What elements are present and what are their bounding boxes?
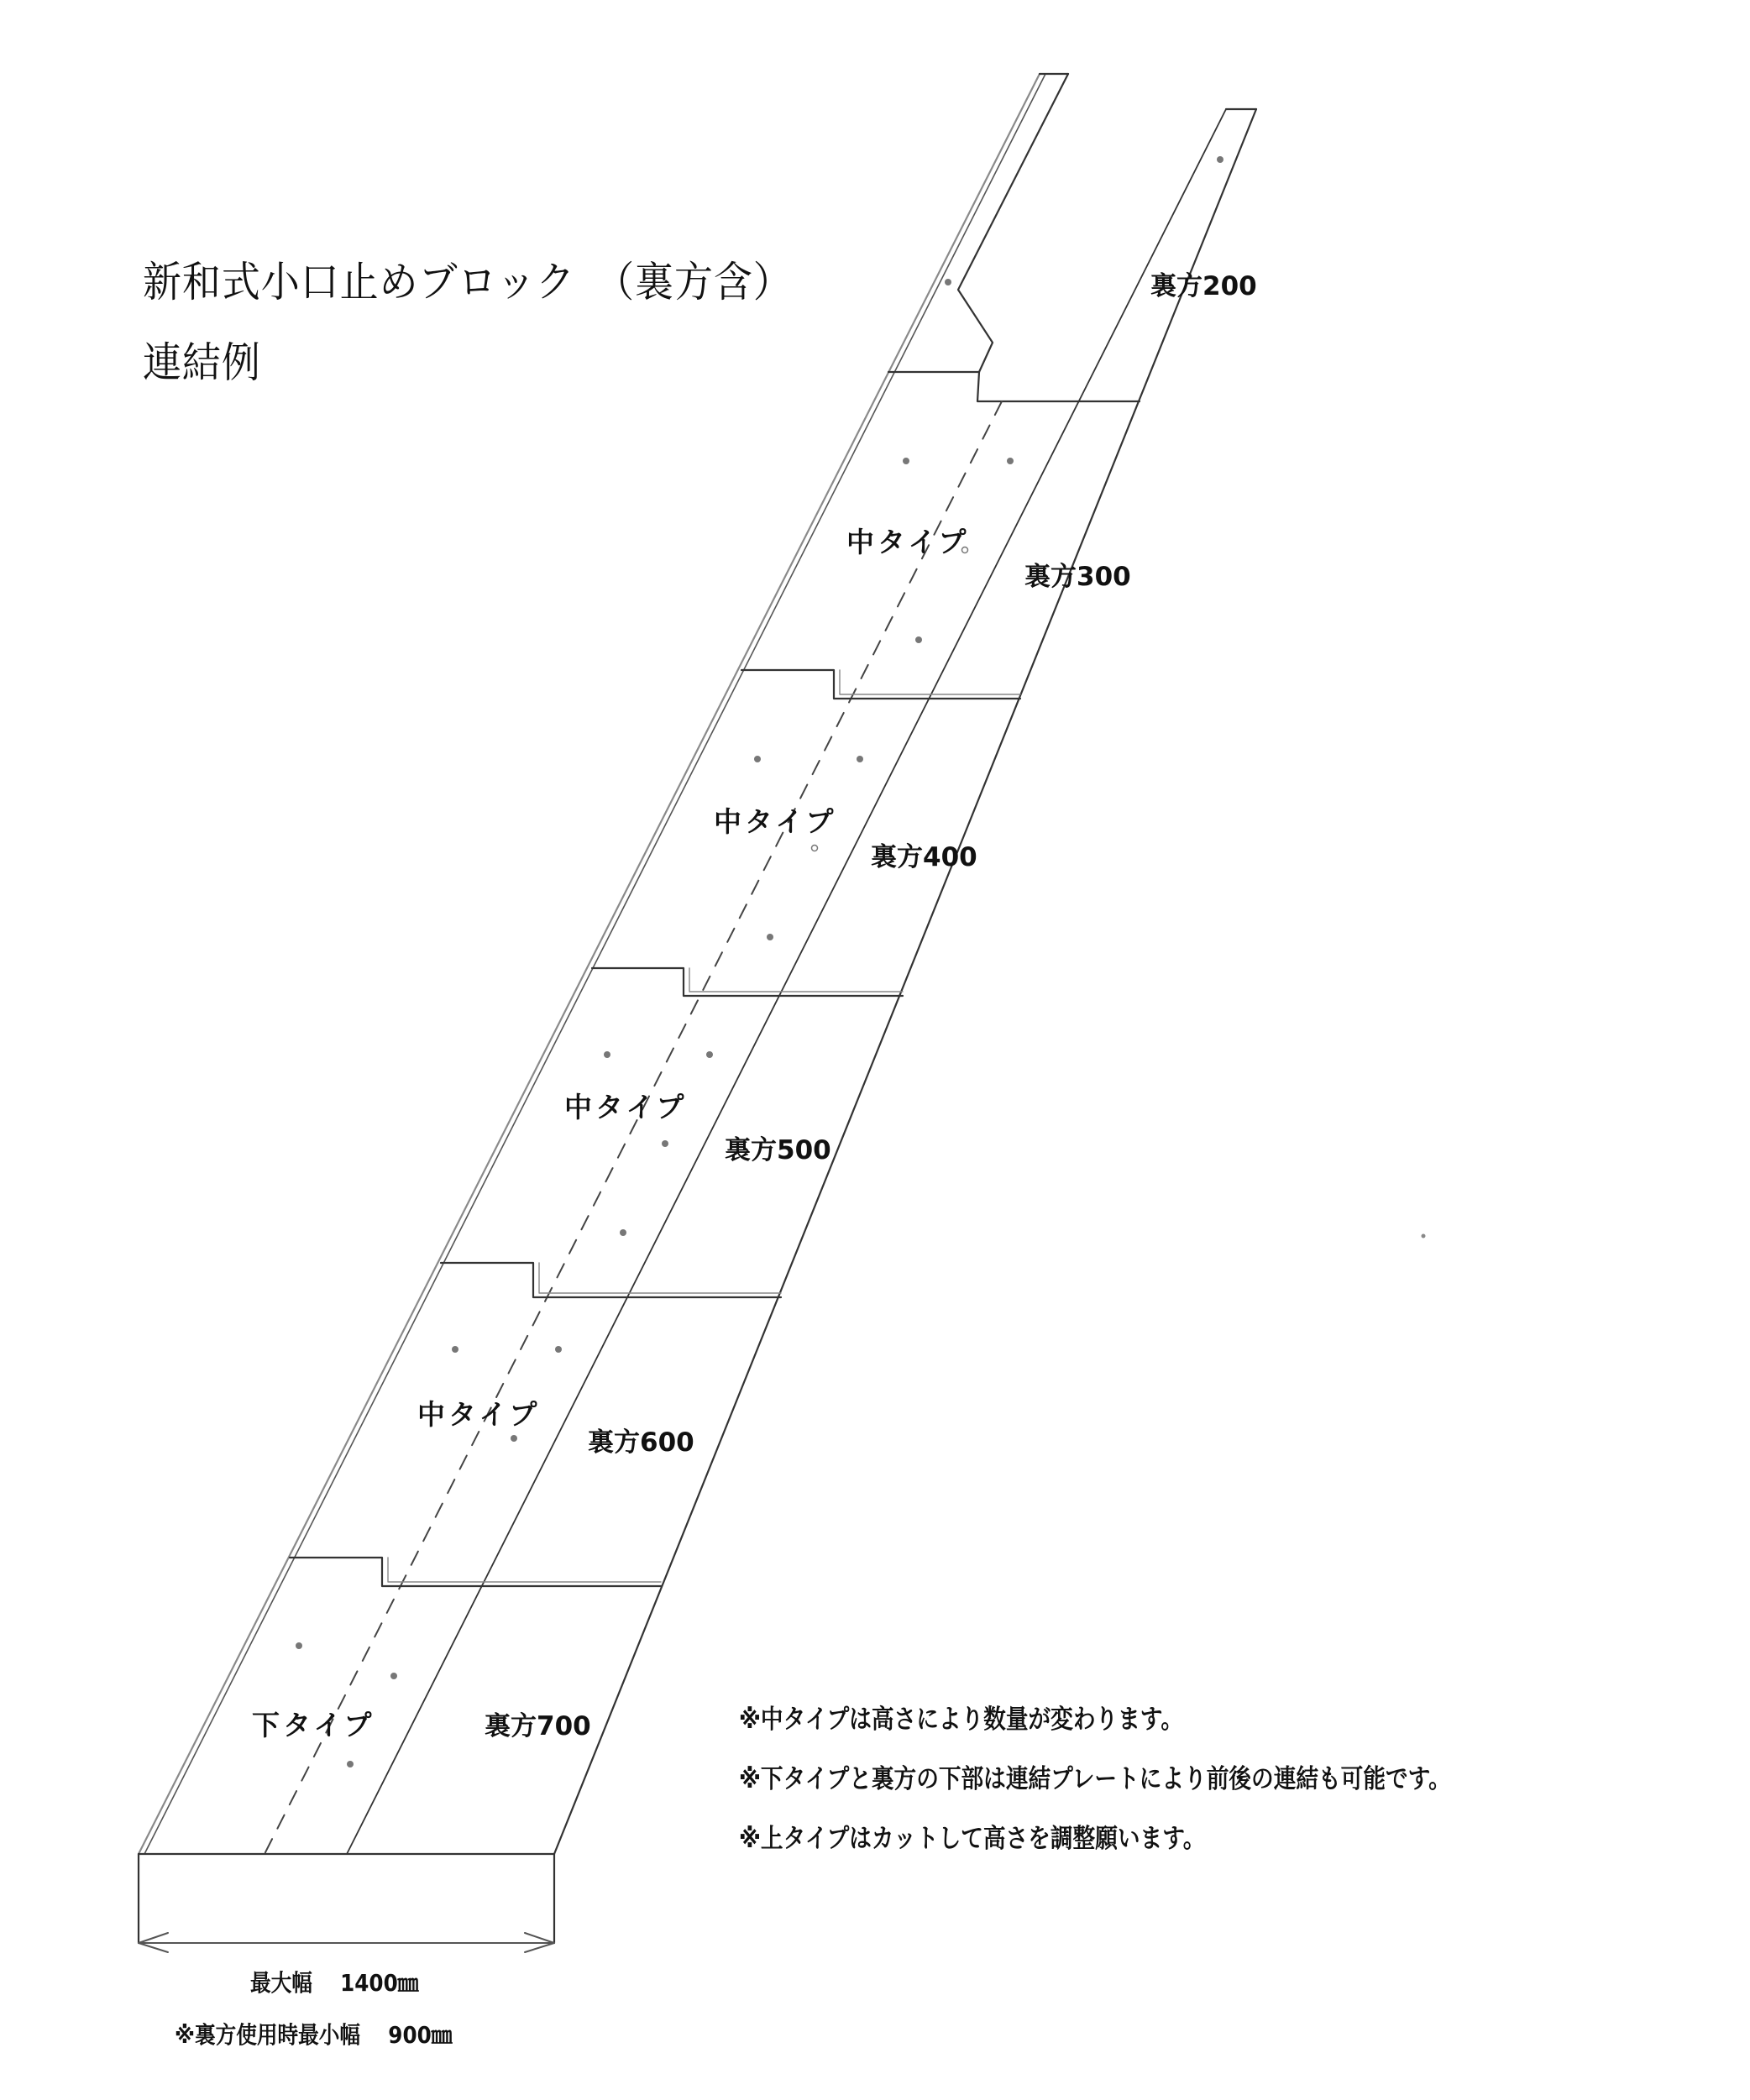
block-back-label: 裏方500: [725, 1135, 831, 1165]
back-label-top: 裏方200: [1150, 271, 1257, 301]
max-width-label: 最大幅 1400㎜: [250, 1969, 419, 1997]
min-width-label: ※裏方使用時最小幅 900㎜: [175, 2021, 453, 2049]
block-back-label: 裏方300: [1024, 562, 1131, 592]
block-type-label: 下タイプ: [252, 1709, 375, 1741]
joint-3: [441, 1263, 781, 1297]
joint-4: [290, 1558, 661, 1586]
diagram-title: 新和式小口止めブロック （裏方含）: [143, 258, 793, 306]
block-back-label: 裏方700: [485, 1711, 591, 1741]
width-dimension-arrow: [139, 1933, 554, 1952]
note-connection-plate: ※下タイプと裏方の下部は連結プレートにより前後の連結も可能です。: [739, 1764, 1451, 1794]
base-box: [139, 1854, 554, 1943]
note-top-type-cut: ※上タイプはカットして高さを調整願います。: [739, 1824, 1206, 1854]
center-dashed-line: [265, 401, 1002, 1854]
diagram-subtitle: 連結例: [143, 338, 261, 387]
block-back-label: 裏方600: [588, 1427, 694, 1458]
block-type-label: 中タイプ: [846, 526, 970, 558]
block-type-label: 中タイプ: [714, 805, 837, 838]
joint-2: [592, 968, 903, 996]
block-type-label: 中タイプ: [564, 1091, 688, 1123]
note-middle-type-quantity: ※中タイプは高さにより数量が変わります。: [739, 1705, 1183, 1735]
fixing-dots: [296, 156, 1426, 1767]
back-strip-outline: [347, 109, 1256, 1854]
block-back-label: 裏方400: [871, 842, 977, 872]
block-type-label: 中タイプ: [417, 1398, 541, 1431]
joint-1: [741, 670, 1020, 699]
